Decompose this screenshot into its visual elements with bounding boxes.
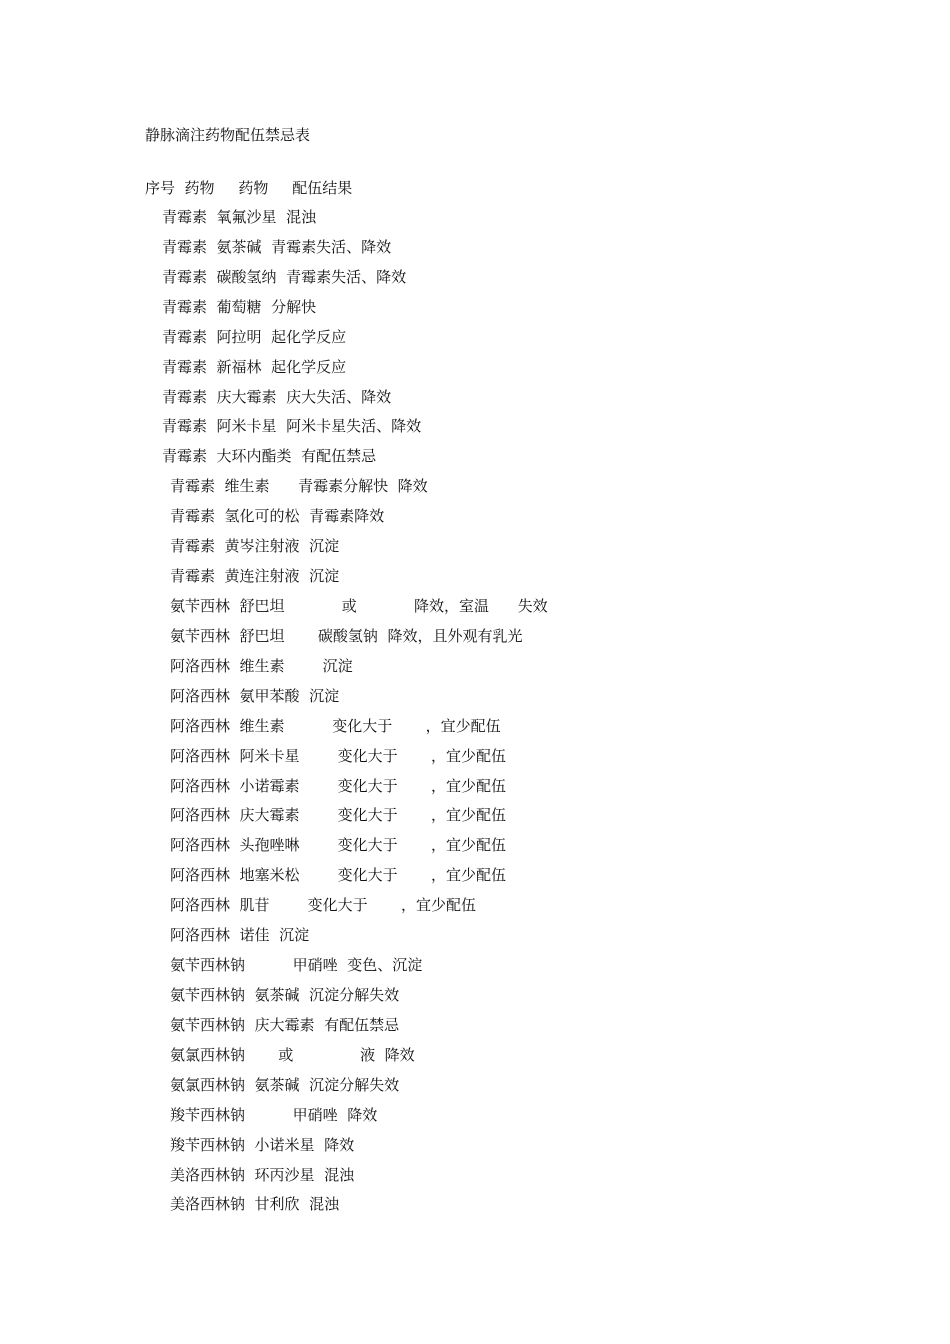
- row-text: 阿洛西林 维生素 变化大于 ，宜少配伍: [170, 716, 501, 735]
- row-text: 羧苄西林钠 甲硝唑 降效: [170, 1105, 378, 1124]
- row-text: 氨氯西林钠 氨茶碱 沉淀分解失效: [170, 1075, 400, 1094]
- table-row: [0, 327, 950, 357]
- drug-table: [0, 207, 950, 1224]
- row-text: 青霉素 新福林 起化学反应: [162, 357, 347, 376]
- row-text: 青霉素 阿米卡星 阿米卡星失活、降效: [162, 417, 422, 436]
- table-row: [0, 1165, 950, 1195]
- table-row: [0, 985, 950, 1015]
- table-row: [0, 476, 950, 506]
- row-text: 氨苄西林 舒巴坦 或 降效，室温 失效: [170, 596, 548, 615]
- table-row: [0, 925, 950, 955]
- row-text: 阿洛西林 小诺霉素 变化大于 ，宜少配伍: [170, 776, 507, 795]
- table-row: [0, 1194, 950, 1224]
- table-row: [0, 716, 950, 746]
- table-row: [0, 835, 950, 865]
- row-text: 青霉素 庆大霉素 庆大失活、降效: [162, 387, 392, 406]
- table-row: [0, 387, 950, 417]
- row-text: 青霉素 大环内酯类 有配伍禁忌: [162, 447, 377, 466]
- table-row: [0, 566, 950, 596]
- table-row: [0, 686, 950, 716]
- row-text: 青霉素 氨茶碱 青霉素失活、降效: [162, 237, 392, 256]
- row-text: 青霉素 黄岑注射液 沉淀: [170, 537, 340, 556]
- table-row: [0, 1135, 950, 1165]
- table-row: [0, 237, 950, 267]
- table-row: [0, 1105, 950, 1135]
- row-text: 阿洛西林 阿米卡星 变化大于 ，宜少配伍: [170, 746, 507, 765]
- row-text: 氨苄西林钠 氨茶碱 沉淀分解失效: [170, 985, 400, 1004]
- row-text: 阿洛西林 肌苷 变化大于 ，宜少配伍: [170, 896, 477, 915]
- table-row: [0, 446, 950, 476]
- table-header: 序号 药物 药物 配伍结果: [145, 179, 353, 197]
- table-row: [0, 207, 950, 237]
- row-text: 青霉素 黄连注射液 沉淀: [170, 567, 340, 586]
- row-text: 氨苄西林钠 甲硝唑 变色、沉淀: [170, 956, 423, 975]
- row-text: 青霉素 碳酸氢纳 青霉素失活、降效: [162, 267, 407, 286]
- table-row: [0, 805, 950, 835]
- table-row: [0, 895, 950, 925]
- row-text: 氨氯西林钠 或 液 降效: [170, 1045, 415, 1064]
- table-row: [0, 297, 950, 327]
- table-row: [0, 865, 950, 895]
- table-row: [0, 536, 950, 566]
- table-row: [0, 656, 950, 686]
- table-row: [0, 746, 950, 776]
- row-text: 阿洛西林 头孢唑啉 变化大于 ，宜少配伍: [170, 836, 507, 855]
- row-text: 氨苄西林 舒巴坦 碳酸氢钠 降效，且外观有乳光: [170, 626, 523, 645]
- table-row: [0, 955, 950, 985]
- row-text: 青霉素 氢化可的松 青霉素降效: [170, 507, 385, 526]
- table-row: [0, 776, 950, 806]
- table-row: [0, 267, 950, 297]
- row-text: 美洛西林钠 环丙沙星 混浊: [170, 1165, 355, 1184]
- row-text: 青霉素 阿拉明 起化学反应: [162, 327, 347, 346]
- table-row: [0, 506, 950, 536]
- table-row: [0, 626, 950, 656]
- row-text: 青霉素 维生素 青霉素分解快 降效: [170, 477, 428, 496]
- row-text: 青霉素 葡萄糖 分解快: [162, 297, 317, 316]
- table-row: [0, 1075, 950, 1105]
- row-text: 青霉素 氧氟沙星 混浊: [162, 208, 317, 226]
- table-row: [0, 596, 950, 626]
- row-text: 美洛西林钠 甘利欣 混浊: [170, 1195, 340, 1214]
- row-text: 阿洛西林 庆大霉素 变化大于 ，宜少配伍: [170, 806, 507, 825]
- row-text: 氨苄西林钠 庆大霉素 有配伍禁忌: [170, 1015, 400, 1034]
- row-text: 阿洛西林 维生素 沉淀: [170, 656, 353, 675]
- table-row: [0, 1015, 950, 1045]
- table-row: [0, 416, 950, 446]
- row-text: 羧苄西林钠 小诺米星 降效: [170, 1135, 355, 1154]
- table-row: [0, 357, 950, 387]
- table-row: [0, 1045, 950, 1075]
- row-text: 阿洛西林 地塞米松 变化大于 ，宜少配伍: [170, 866, 507, 885]
- page-title: 静脉滴注药物配伍禁忌表: [145, 126, 311, 144]
- row-text: 阿洛西林 氨甲苯酸 沉淀: [170, 686, 340, 705]
- row-text: 阿洛西林 诺佳 沉淀: [170, 926, 310, 945]
